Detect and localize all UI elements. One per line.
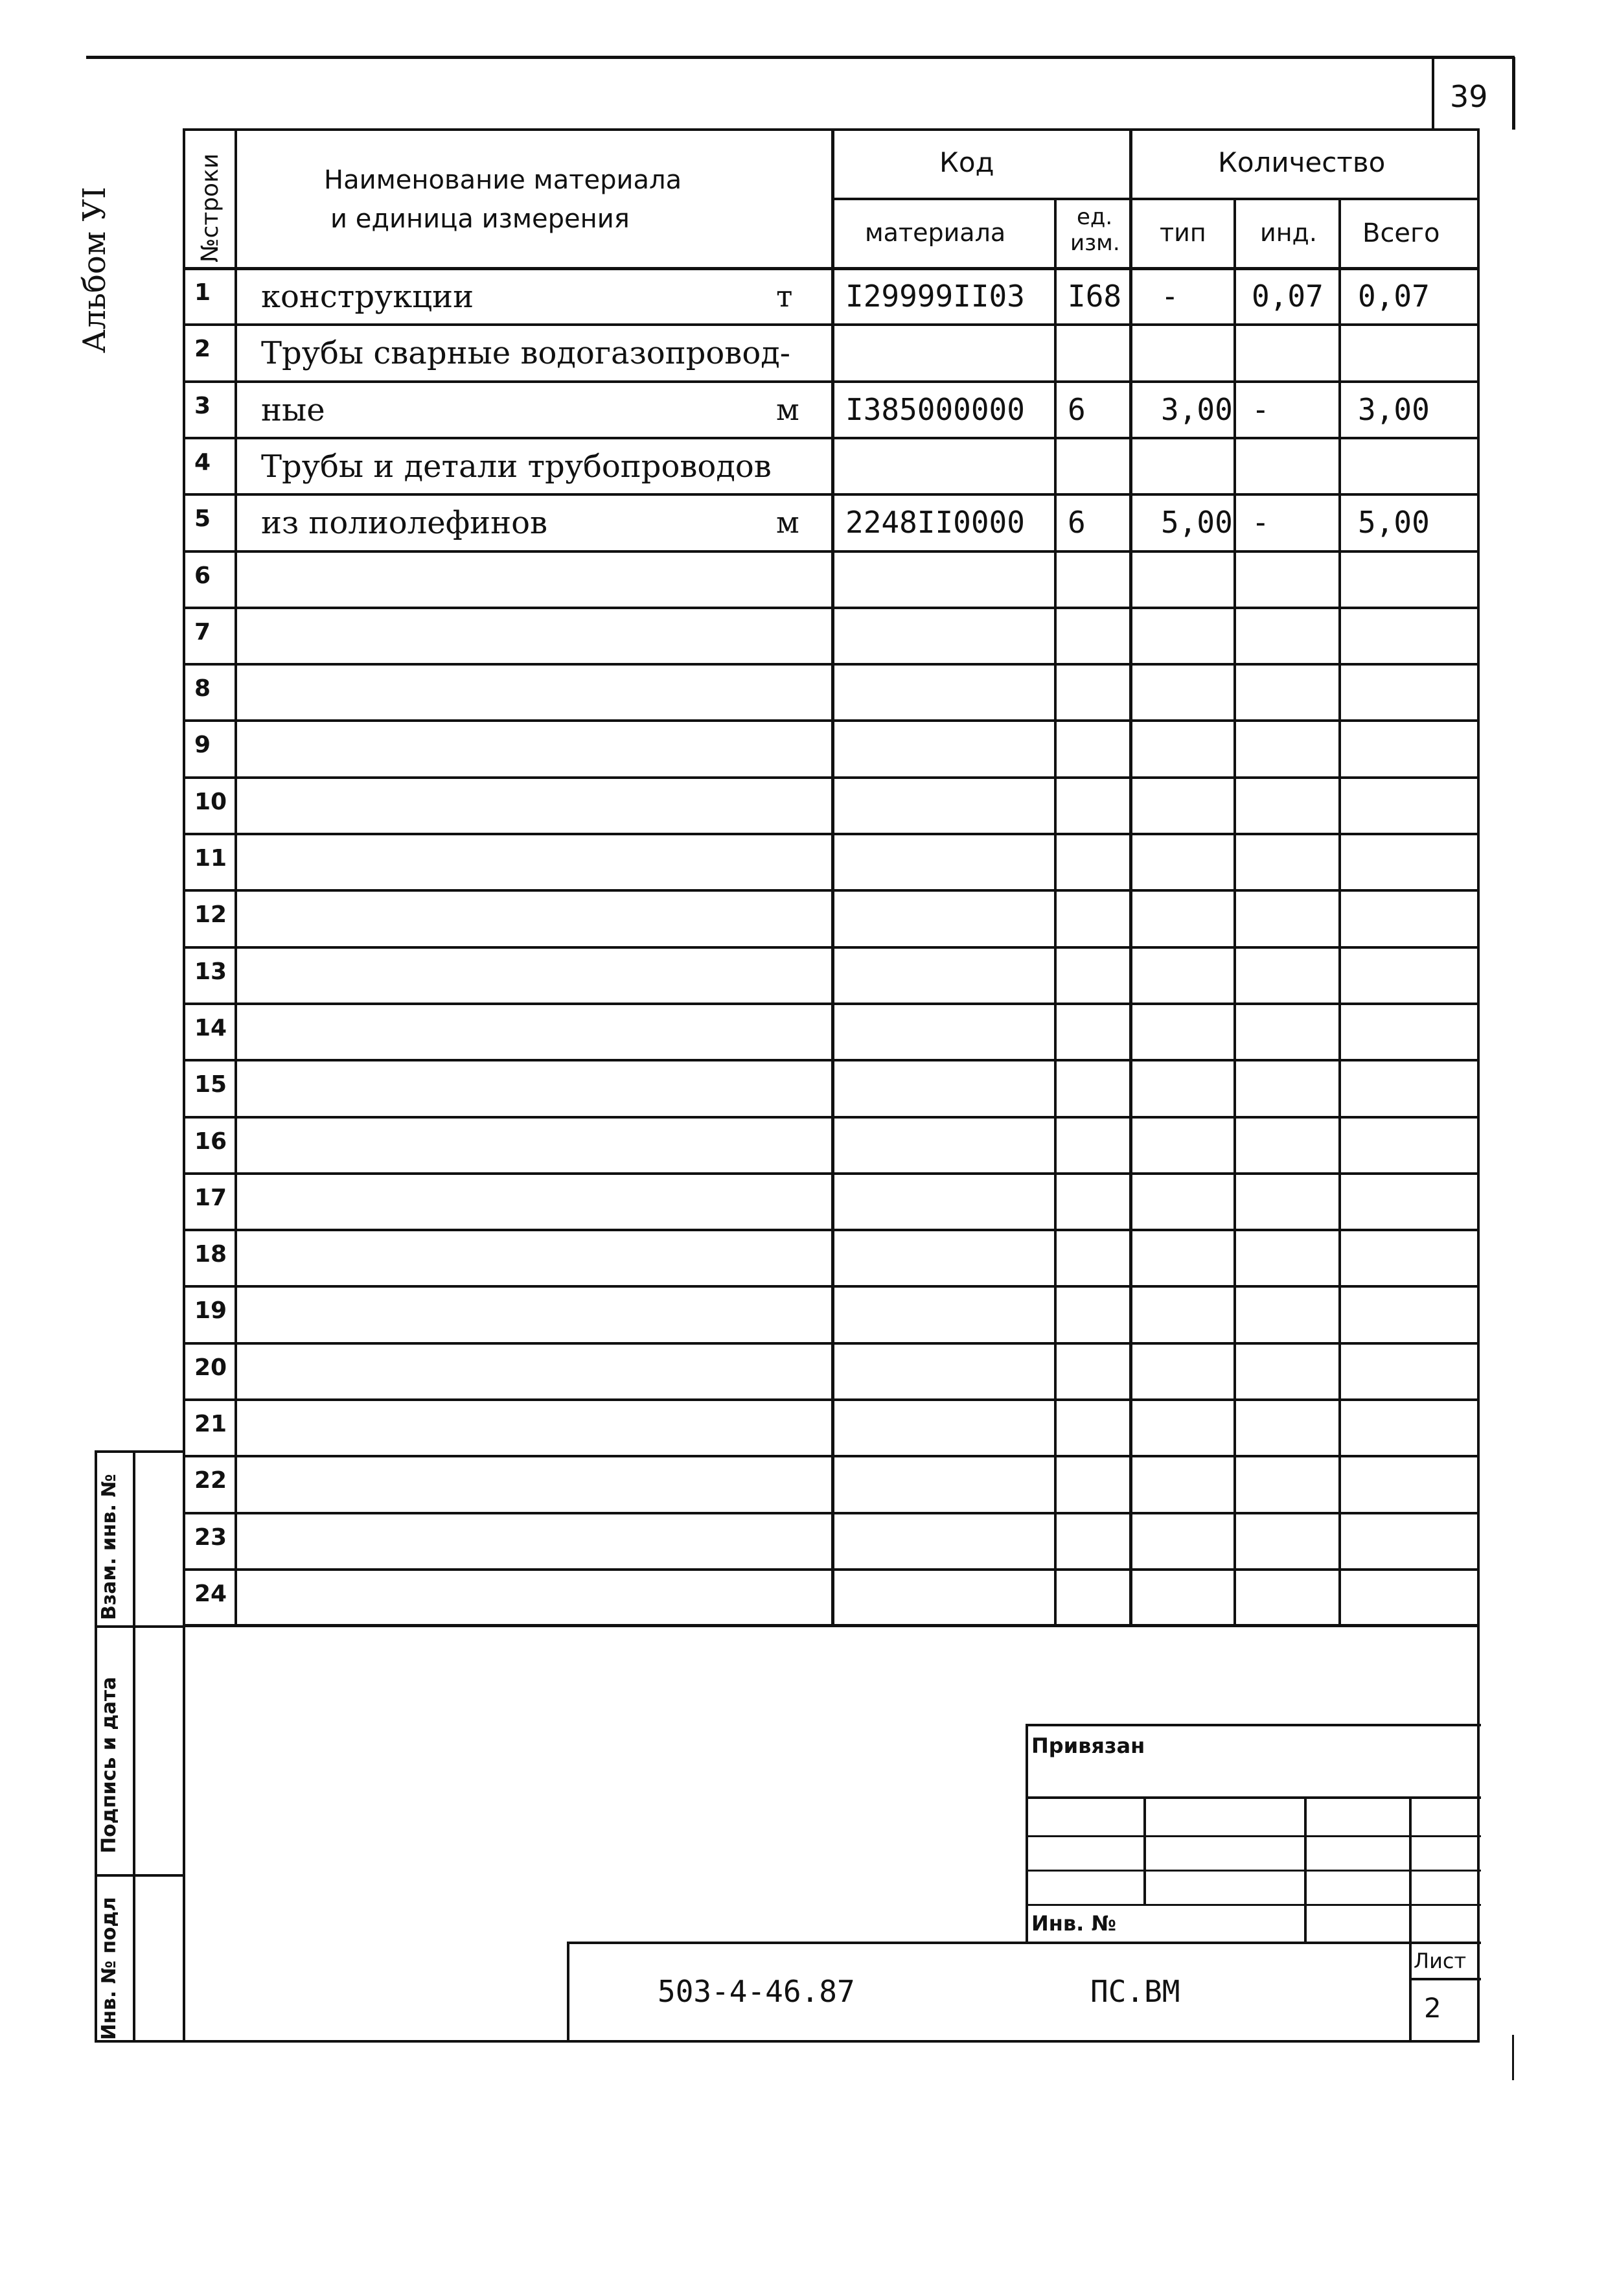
row-unit: м xyxy=(776,392,799,427)
frame-right-line-top xyxy=(1512,57,1515,130)
row-line xyxy=(183,550,1480,553)
row-qty-type: 3,00 xyxy=(1161,392,1233,427)
row-number: 10 xyxy=(194,789,227,815)
row-qty-total: 3,00 xyxy=(1358,392,1430,427)
row-number: 17 xyxy=(194,1185,227,1211)
sheet-number: 39 xyxy=(1450,79,1488,114)
row-line xyxy=(183,1398,1480,1401)
header-qty-total: Всего xyxy=(1362,218,1440,248)
row-number: 24 xyxy=(194,1581,227,1607)
header-code-material: материала xyxy=(865,218,1006,247)
row-unit-code: 6 xyxy=(1068,505,1086,540)
row-number: 14 xyxy=(194,1015,227,1041)
sheet-number-box-left xyxy=(1432,57,1434,130)
list-label: Лист xyxy=(1414,1949,1467,1973)
row-number: 5 xyxy=(194,505,211,532)
row-name: из полиолефинов xyxy=(261,505,548,541)
header-quantity: Количество xyxy=(1218,146,1386,178)
document-type: ПС.ВМ xyxy=(1090,1974,1180,2009)
row-line xyxy=(183,607,1480,609)
row-line xyxy=(183,1116,1480,1119)
list-label-line xyxy=(1409,1978,1481,1980)
privyazan-label: Привязан xyxy=(1031,1734,1145,1758)
row-line xyxy=(183,1568,1480,1571)
row-unit: м xyxy=(776,505,799,540)
row-qty-total: 5,00 xyxy=(1358,505,1430,540)
row-qty-total: 0,07 xyxy=(1358,279,1430,314)
row-qty-type: - xyxy=(1161,279,1179,314)
row-unit-code: 6 xyxy=(1068,392,1086,427)
side-label-vzam: Взам. инв. № xyxy=(98,1474,120,1620)
inv-no-label: Инв. № xyxy=(1031,1911,1116,1936)
row-number: 12 xyxy=(194,901,227,928)
header-name-line1: Наименование материала xyxy=(324,165,682,195)
row-line xyxy=(183,1285,1480,1288)
side-label-inv-podl: Инв. № подл xyxy=(98,1897,120,2040)
row-number: 1 xyxy=(194,279,211,306)
row-name: Трубы и детали трубопроводов xyxy=(261,448,772,485)
frame-top-line xyxy=(86,56,1515,59)
document-code: 503-4-46.87 xyxy=(658,1974,855,2009)
col-line-tip xyxy=(1233,198,1236,1627)
album-label: Альбом УI xyxy=(76,186,113,353)
side-strip-line-1 xyxy=(95,1625,185,1628)
privyazan-line-1 xyxy=(1026,1796,1481,1799)
side-strip-line-2 xyxy=(95,1874,185,1877)
row-code: I29999II03 xyxy=(845,279,1025,314)
row-qty-ind: - xyxy=(1252,505,1270,540)
row-name: конструкции xyxy=(261,279,474,315)
header-code-unit: ед. xyxy=(1077,204,1113,230)
col-line-ind xyxy=(1338,198,1341,1627)
row-line xyxy=(183,1229,1480,1231)
row-number: 21 xyxy=(194,1411,227,1437)
row-line xyxy=(183,493,1480,496)
row-line xyxy=(183,946,1480,949)
row-number: 15 xyxy=(194,1071,227,1098)
row-number: 18 xyxy=(194,1241,227,1268)
row-number: 8 xyxy=(194,675,211,702)
frame-right-tail xyxy=(1512,2035,1514,2080)
row-qty-ind: 0,07 xyxy=(1252,279,1324,314)
privyazan-col-2 xyxy=(1304,1796,1307,1944)
row-line xyxy=(183,663,1480,666)
header-qty-ind: инд. xyxy=(1260,218,1317,247)
row-line xyxy=(183,1342,1480,1345)
row-line xyxy=(183,833,1480,835)
row-unit: т xyxy=(776,279,793,314)
col-line-name xyxy=(831,128,834,1627)
row-number: 13 xyxy=(194,958,227,985)
header-row-number: №строки xyxy=(197,153,224,262)
row-number: 22 xyxy=(194,1467,227,1494)
row-line xyxy=(183,380,1480,383)
header-mid-line xyxy=(832,198,1480,200)
row-line xyxy=(183,1003,1480,1005)
row-number: 19 xyxy=(194,1297,227,1324)
header-qty-type: тип xyxy=(1160,218,1206,247)
row-name: Трубы сварные водогазопровод- xyxy=(261,335,790,371)
row-number: 4 xyxy=(194,449,211,476)
row-line xyxy=(183,776,1480,779)
row-qty-ind: - xyxy=(1252,392,1270,427)
privyazan-line-2 xyxy=(1026,1835,1481,1837)
col-line-rowno xyxy=(235,128,237,1627)
row-line xyxy=(183,1512,1480,1514)
col-line-code xyxy=(1054,198,1057,1627)
table-bottom-line xyxy=(183,1624,1480,1627)
row-number: 6 xyxy=(194,562,211,589)
row-line xyxy=(183,437,1480,439)
row-line xyxy=(183,323,1480,326)
row-line xyxy=(183,1059,1480,1061)
row-code: I385000000 xyxy=(845,392,1025,427)
row-qty-type: 5,00 xyxy=(1161,505,1233,540)
header-bottom-line xyxy=(183,267,1480,270)
row-number: 16 xyxy=(194,1128,227,1155)
row-line xyxy=(183,889,1480,892)
list-number: 2 xyxy=(1424,1992,1441,2024)
row-unit-code: I68 xyxy=(1068,279,1122,314)
privyazan-col-1 xyxy=(1143,1796,1146,1905)
row-number: 23 xyxy=(194,1524,227,1551)
header-name-line2: и единица измерения xyxy=(330,204,630,234)
row-line xyxy=(183,1455,1480,1457)
privyazan-line-3 xyxy=(1026,1870,1481,1872)
row-number: 9 xyxy=(194,732,211,758)
row-line xyxy=(183,719,1480,722)
side-label-podpis: Подпись и дата xyxy=(98,1676,120,1853)
row-number: 2 xyxy=(194,336,211,362)
row-number: 11 xyxy=(194,845,227,872)
side-strip-divider xyxy=(133,1450,135,2043)
row-number: 7 xyxy=(194,619,211,645)
row-name: ные xyxy=(261,392,325,428)
header-code: Код xyxy=(939,146,994,178)
row-number: 20 xyxy=(194,1354,227,1381)
row-line xyxy=(183,1172,1480,1175)
header-code-unit2: изм. xyxy=(1070,230,1120,256)
row-number: 3 xyxy=(194,393,211,419)
privyazan-line-4 xyxy=(1026,1904,1481,1906)
row-code: 2248II0000 xyxy=(845,505,1025,540)
col-line-ed xyxy=(1129,128,1132,1627)
